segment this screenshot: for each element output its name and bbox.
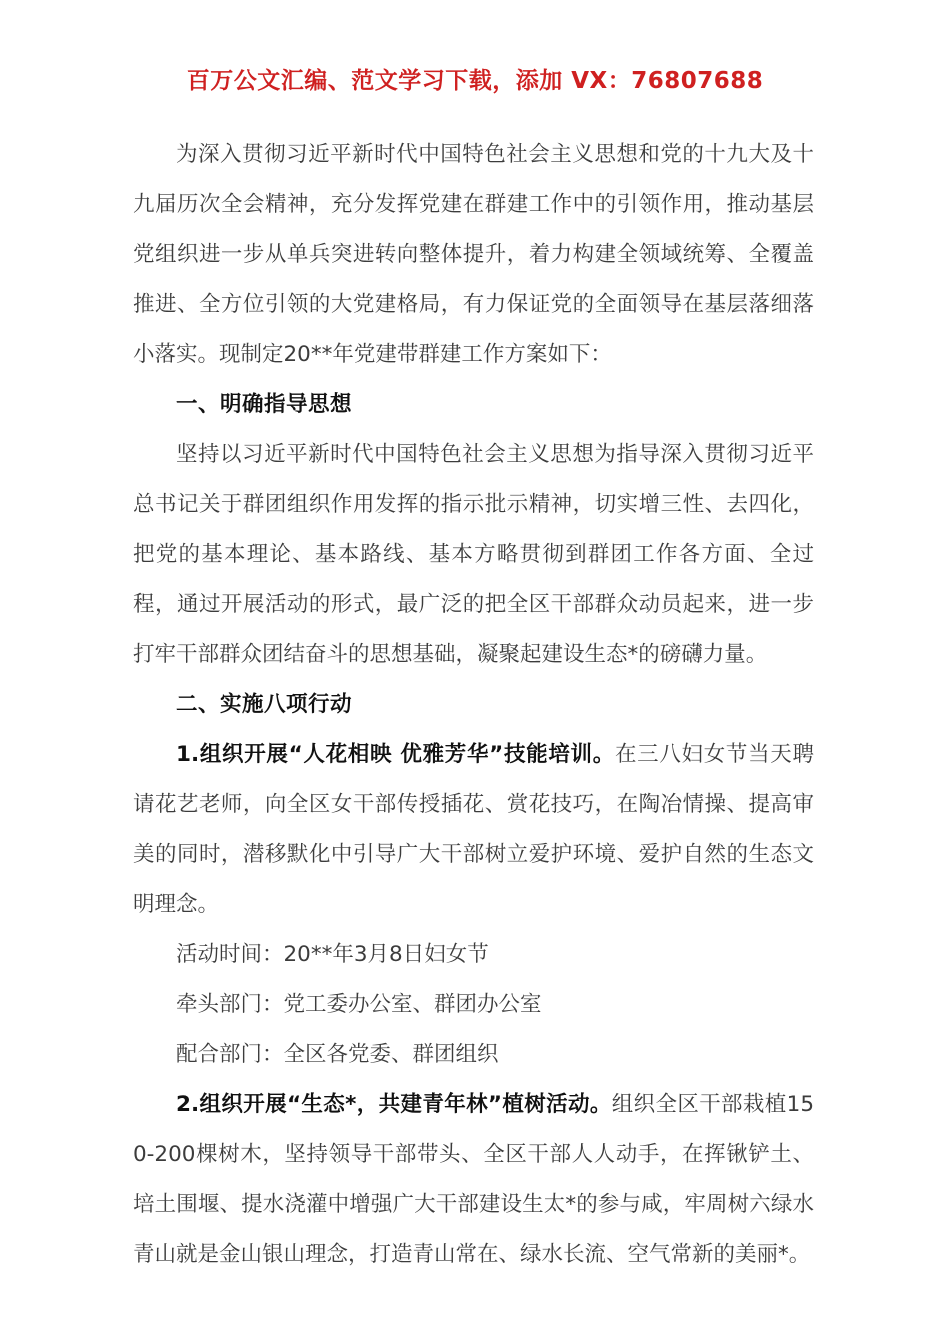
intro-paragraph: 为深入贯彻习近平新时代中国特色社会主义思想和党的十九大及十九届历次全会精神，充分发挥党建在群建工作中的引领作用，推动基层党组织进一步从单兵突进转向整体提升，着力构建全领域统筹、全覆盖推进、全方位引领的大党建格局，有力保证党的全面领导在基层落细落小落实。现制定20**年党建带群建工作方案如下： — [133, 142, 814, 367]
action-item-1 — [133, 730, 814, 930]
section-heading-2: 二、实施八项行动 — [176, 692, 353, 717]
action-item-1-detail-time: 活动时间：20**年3月8日妇女节 — [176, 942, 489, 967]
action-item-2 — [133, 1080, 814, 1280]
action-item-2-lead: 2.组织开展“生态*，共建青年林”植树活动。 — [176, 1092, 612, 1117]
section-heading-1: 一、明确指导思想 — [176, 392, 353, 417]
action-item-1-detail-support-dept: 配合部门：全区各党委、群团组织 — [176, 1042, 499, 1067]
action-item-1-body: 在三八妇女节当天聘请花艺老师，向全区女干部传授插花、赏花技巧，在陶冶情操、提高审美的同时，潜移默化中引导广大干部树立爱护环境、爱护自然的生态文明理念。 — [133, 742, 814, 917]
action-item-2-body: 组织全区干部栽植150-200棵树木，坚持领导干部带头、全区干部人人动手，在挥锹铲土、培土围堰、提水浇灌中增强广大干部建设生太*的参与咸，牢周树六绿水青山就是金山银山理念，打造青山常在、绿水长流、空气常新的美丽*。 — [133, 1092, 815, 1267]
action-item-1-lead: 1.组织开展“人花相映 优雅芳华”技能培训。 — [176, 742, 615, 767]
promo-header-text: 百万公文汇编、范文学习下载，添加 VX：76807688 — [186, 68, 764, 94]
action-item-1-detail-lead-dept: 牵头部门：党工委办公室、群团办公室 — [176, 992, 542, 1017]
document-body — [133, 130, 814, 1280]
section-body-1: 坚持以习近平新时代中国特色社会主义思想为指导深入贯彻习近平总书记关于群团组织作用发挥的指示批示精神，切实增三性、去四化，把党的基本理论、基本路线、基本方略贯彻到群团工作各方面、全过程，通过开展活动的形式，最广泛的把全区干部群众动员起来，进一步打牢干部群众团结奋斗的思想基础，凝聚起建设生态*的磅礴力量。 — [133, 442, 814, 667]
